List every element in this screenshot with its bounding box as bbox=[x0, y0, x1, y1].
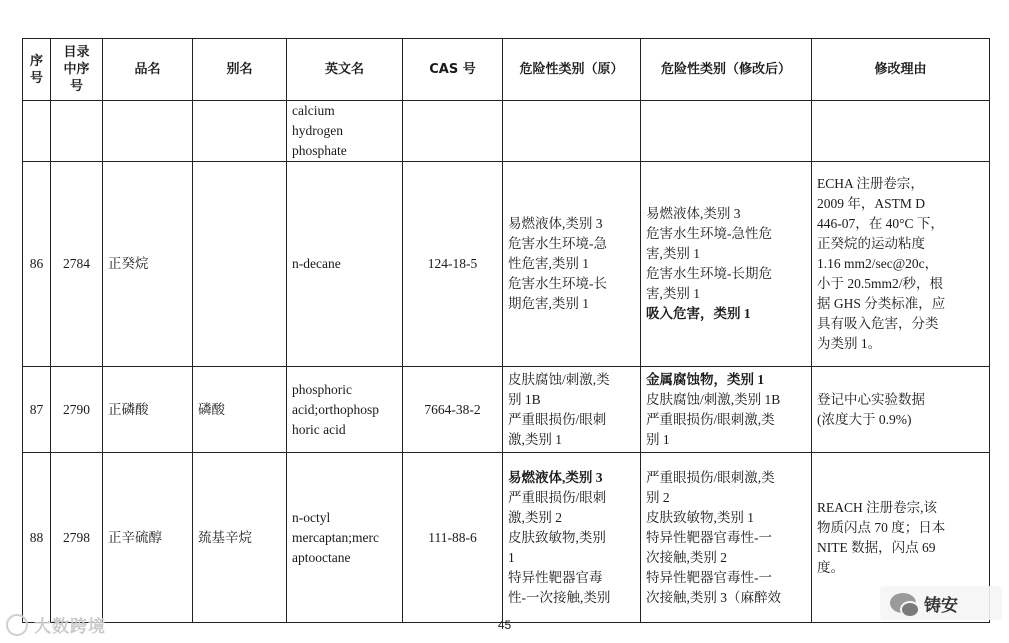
cell-hazard-orig-line: 易燃液体,类别 3 bbox=[508, 469, 603, 485]
cell-hazard-new-line: 次接触,类别 3（麻醉效 bbox=[646, 589, 781, 605]
cell-catalog-seq bbox=[51, 101, 103, 162]
cell-hazard-orig-line: 1 bbox=[508, 549, 515, 565]
cell-seq: 87 bbox=[23, 367, 51, 453]
cell-reason-line: 2009 年，ASTM D bbox=[817, 196, 926, 211]
cell-alias: 巯基辛烷 bbox=[193, 453, 287, 623]
cell-reason-line: NITE 数据，闪点 69 bbox=[817, 539, 936, 555]
cell-english-name-line: aptooctane bbox=[292, 549, 351, 565]
cell-hazard-new-line: 特异性靶器官毒性-一 bbox=[646, 569, 772, 585]
cell-reason-line: 具有吸入危害，分类 bbox=[817, 316, 939, 331]
cell-hazard-new-line: 危害水生环境-长期危 bbox=[646, 266, 772, 281]
cell-hazard-orig-line: 皮肤致敏物,类别 bbox=[508, 529, 606, 545]
cell-hazard-orig-line: 危害水生环境-急 bbox=[508, 236, 607, 251]
cell-hazard-new bbox=[641, 367, 812, 453]
cell-reason-line: 为类别 1。 bbox=[817, 336, 882, 351]
cell-english-name-line: acid;orthophosp bbox=[292, 401, 379, 417]
cell-reason bbox=[812, 162, 990, 367]
cell-english-name bbox=[287, 162, 403, 367]
page-number: 45 bbox=[497, 618, 512, 632]
cell-catalog-seq: 2798 bbox=[51, 453, 103, 623]
cell-reason-line: 1.16 mm2/sec@20c， bbox=[817, 256, 939, 271]
header-seq: 序 号 bbox=[23, 39, 51, 101]
cell-hazard-new-line: 别 1 bbox=[646, 431, 670, 447]
cell-hazard-orig bbox=[503, 453, 641, 623]
table-row bbox=[23, 453, 990, 623]
cell-cas bbox=[403, 101, 503, 162]
cell-alias bbox=[193, 101, 287, 162]
table-row bbox=[23, 162, 990, 367]
cell-reason-line: 小于 20.5mm2/秒，根 bbox=[817, 276, 944, 291]
cell-english-name-line: calcium bbox=[292, 103, 335, 118]
cell-english-name-line: hydrogen bbox=[292, 123, 343, 138]
header-name: 品名 bbox=[103, 39, 193, 101]
cell-hazard-orig-line: 激,类别 2 bbox=[508, 509, 562, 525]
cell-hazard-new bbox=[641, 162, 812, 367]
cell-hazard-new-line: 特异性靶器官毒性-一 bbox=[646, 529, 772, 545]
cell-cas: 124-18-5 bbox=[403, 162, 503, 367]
cell-hazard-new-line: 害,类别 1 bbox=[646, 246, 700, 261]
cell-reason-line: ECHA 注册卷宗， bbox=[817, 176, 924, 191]
cell-hazard-new bbox=[641, 101, 812, 162]
cell-english-name-line: mercaptan;merc bbox=[292, 529, 379, 545]
cell-hazard-orig-line: 特异性靶器官毒 bbox=[508, 569, 603, 585]
watermark-logo-icon bbox=[6, 614, 28, 636]
cell-english-name bbox=[287, 101, 403, 162]
cell-hazard-orig-line: 激,类别 1 bbox=[508, 431, 562, 447]
cell-seq bbox=[23, 101, 51, 162]
watermark-right bbox=[880, 586, 1002, 620]
hazard-table bbox=[22, 38, 990, 623]
watermark-left: 大数跨境 bbox=[6, 612, 106, 637]
cell-reason bbox=[812, 367, 990, 453]
cell-reason-line: REACH 注册卷宗,该 bbox=[817, 499, 938, 515]
cell-reason bbox=[812, 101, 990, 162]
cell-hazard-new-line: 危害水生环境-急性危 bbox=[646, 226, 772, 241]
cell-english-name bbox=[287, 367, 403, 453]
cell-english-name-line: horic acid bbox=[292, 421, 346, 437]
cell-reason-line: 正癸烷的运动粘度 bbox=[817, 236, 925, 251]
cell-alias: 磷酸 bbox=[193, 367, 287, 453]
cell-reason-line: 度。 bbox=[817, 559, 844, 575]
header-cas: CAS 号 bbox=[403, 39, 503, 101]
watermark-right-label: 铸安 bbox=[924, 595, 958, 616]
header-catalog-seq: 目录 中序 号 bbox=[51, 39, 103, 101]
cell-name: 正癸烷 bbox=[103, 162, 193, 367]
cell-reason-line: 据 GHS 分类标准，应 bbox=[817, 296, 946, 311]
cell-alias bbox=[193, 162, 287, 367]
cell-reason-line: 物质闪点 70 度；日本 bbox=[817, 519, 946, 535]
cell-hazard-orig bbox=[503, 101, 641, 162]
cell-name bbox=[103, 101, 193, 162]
cell-catalog-seq: 2784 bbox=[51, 162, 103, 367]
header-hazard-new: 危险性类别（修改后） bbox=[641, 39, 812, 101]
cell-seq: 86 bbox=[23, 162, 51, 367]
cell-hazard-orig bbox=[503, 367, 641, 453]
cell-reason-line: (浓度大于 0.9%) bbox=[817, 411, 912, 427]
cell-hazard-new-line: 次接触,类别 2 bbox=[646, 549, 727, 565]
cell-hazard-orig-line: 别 1B bbox=[508, 391, 541, 407]
cell-seq: 88 bbox=[23, 453, 51, 623]
wechat-icon bbox=[890, 593, 916, 613]
cell-hazard-new-line: 金属腐蚀物，类别 1 bbox=[646, 371, 765, 387]
cell-english-name-line: n-octyl bbox=[292, 509, 331, 525]
cell-english-name bbox=[287, 453, 403, 623]
cell-hazard-new-line: 害,类别 1 bbox=[646, 286, 700, 301]
cell-hazard-orig-line: 易燃液体,类别 3 bbox=[508, 216, 603, 231]
header-hazard-orig: 危险性类别（原） bbox=[503, 39, 641, 101]
cell-reason-line: 446-07，在 40°C 下， bbox=[817, 216, 944, 231]
cell-hazard-new-line: 严重眼损伤/眼刺激,类 bbox=[646, 411, 775, 427]
cell-hazard-new-line: 吸入危害，类别 1 bbox=[646, 306, 751, 321]
header-english: 英文名 bbox=[287, 39, 403, 101]
cell-hazard-orig-line: 危害水生环境-长 bbox=[508, 276, 607, 291]
cell-hazard-orig-line: 皮肤腐蚀/刺激,类 bbox=[508, 371, 610, 387]
table-row bbox=[23, 367, 990, 453]
cell-catalog-seq: 2790 bbox=[51, 367, 103, 453]
cell-hazard-new-line: 严重眼损伤/眼刺激,类 bbox=[646, 469, 775, 485]
cell-name: 正磷酸 bbox=[103, 367, 193, 453]
cell-hazard-orig bbox=[503, 162, 641, 367]
cell-hazard-new-line: 易燃液体,类别 3 bbox=[646, 206, 741, 221]
cell-name: 正辛硫醇 bbox=[103, 453, 193, 623]
cell-hazard-new-line: 别 2 bbox=[646, 489, 670, 505]
cell-cas: 111-88-6 bbox=[403, 453, 503, 623]
table-row bbox=[23, 101, 990, 162]
cell-english-name-line: phosphoric bbox=[292, 381, 352, 397]
cell-english-name-line: phosphate bbox=[292, 143, 347, 158]
cell-hazard-orig-line: 性危害,类别 1 bbox=[508, 256, 589, 271]
cell-hazard-orig-line: 严重眼损伤/眼刺 bbox=[508, 489, 607, 505]
header-alias: 别名 bbox=[193, 39, 287, 101]
cell-hazard-orig-line: 期危害,类别 1 bbox=[508, 296, 589, 311]
cell-hazard-orig-line: 性-一次接触,类别 bbox=[508, 589, 611, 605]
cell-hazard-new bbox=[641, 453, 812, 623]
header-row bbox=[23, 39, 990, 101]
cell-hazard-orig-line: 严重眼损伤/眼刺 bbox=[508, 411, 607, 427]
header-reason: 修改理由 bbox=[812, 39, 990, 101]
cell-hazard-new-line: 皮肤腐蚀/刺激,类别 1B bbox=[646, 391, 781, 407]
cell-reason-line: 登记中心实验数据 bbox=[817, 391, 925, 407]
cell-hazard-new-line: 皮肤致敏物,类别 1 bbox=[646, 509, 754, 525]
cell-cas: 7664-38-2 bbox=[403, 367, 503, 453]
cell-english-name-line: n-decane bbox=[292, 256, 341, 271]
